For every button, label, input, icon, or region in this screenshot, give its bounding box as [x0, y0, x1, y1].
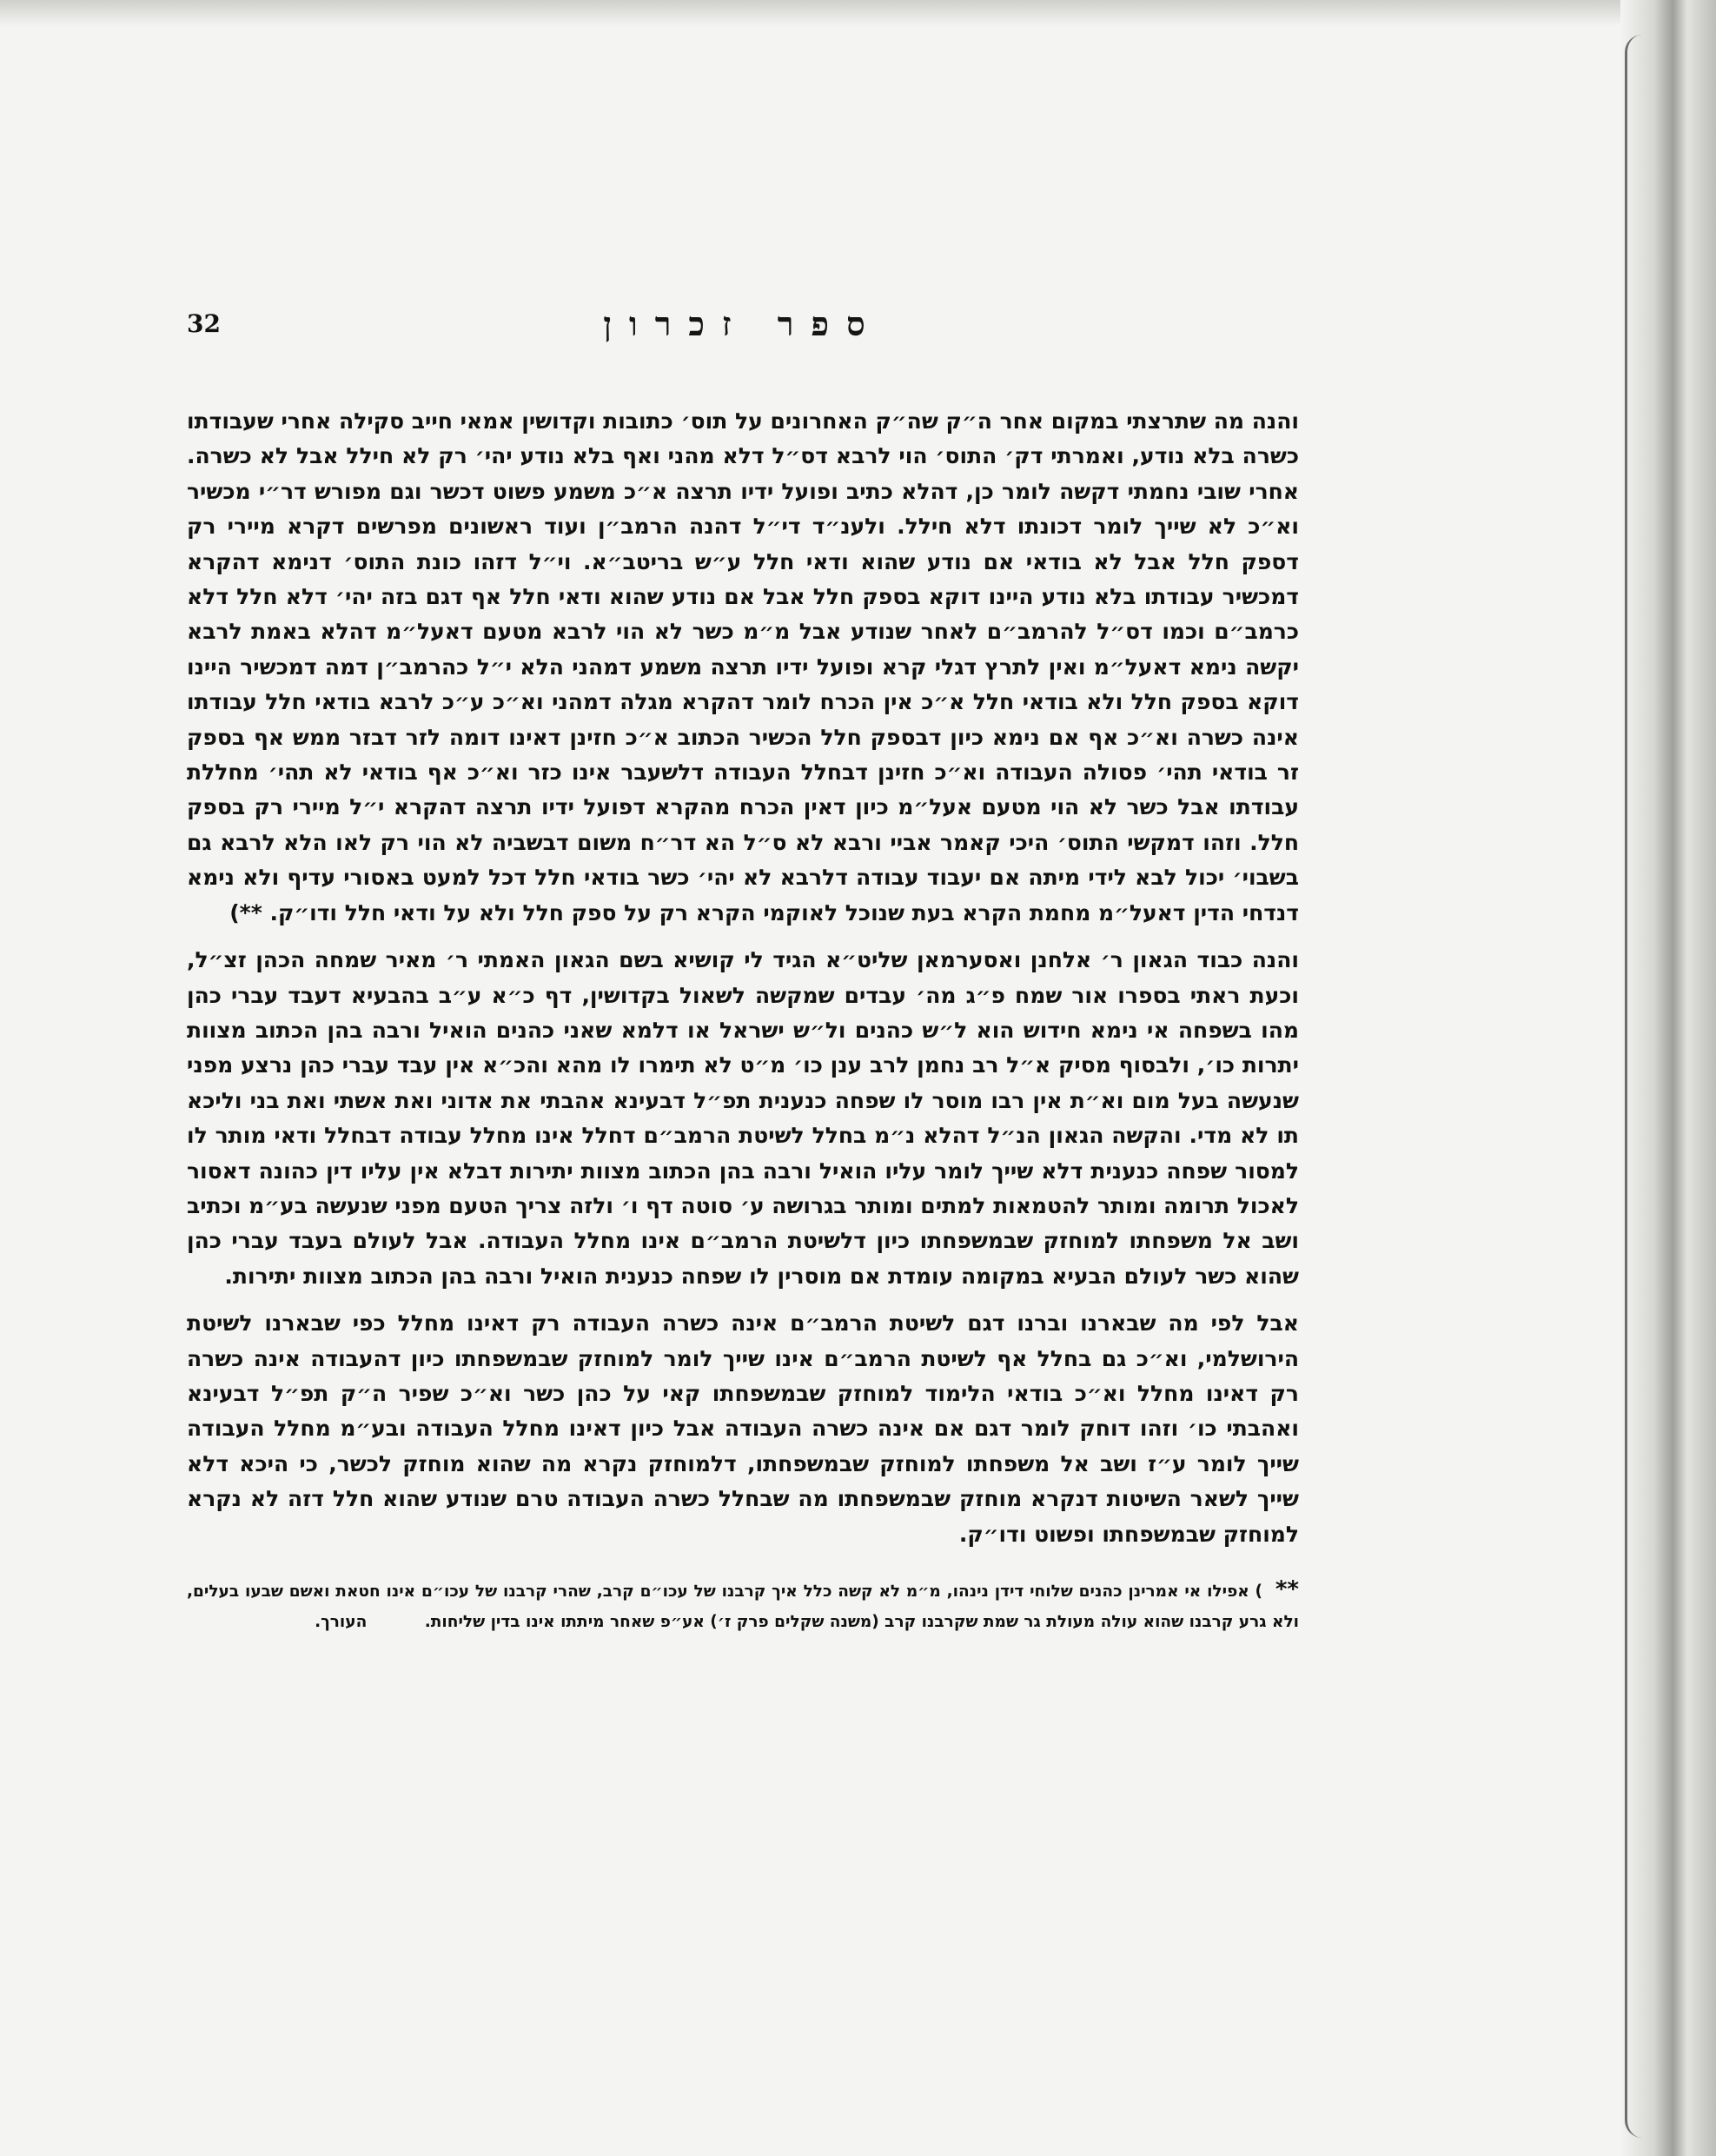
footnote-text: ) אפילו אי אמרינן כהנים שלוחי דידן נינהו, מ״מ לא קשה כלל איך קרבנו של עכו״ם קרב, שהרי קרבנו של עכו״ם אינו חטאת ואשם שבעו בעלים, ולא גרע קרבנו שהוא עולה מעולת גר שמת שקרבנו קרב (משנה שקלים פרק ז׳) אע״פ שאחר מיתתו אינו בדין שליחות.: [187, 1582, 1299, 1631]
page-curl-shadow: [1625, 35, 1662, 2138]
running-title: ספר זכרון: [603, 304, 883, 343]
body-paragraph: אבל לפי מה שבארנו וברנו דגם לשיטת הרמב״ם אינה כשרה העבודה רק דאינו מחלל כפי שבארנו לשיטת הירושלמי, וא״כ גם בחלל אף לשיטת הרמב״ם אינו שייך לומר למוחזק שבמשפחתו כיון דהעבודה אינה כשרה רק דאינו מחלל וא״כ בודאי הלימוד למוחזק שבמשפחתו קאי על כהן כשר וא״כ שפיר ה״ק תפ״ל דבעינא ואהבתי כו׳ וזהו דוחק לומר דגם אם אינה כשרה העבודה אבל כיון דאינו מחלל העבודה ובע״מ מחלל העבודה שייך לומר ע״ז ושב אל משפחתו למוחזק שבמשפחתו, דלמוחזק נקרא מה שהוא מוחזק לכשר, כי היכא דלא שייך לשאר השיטות דנקרא מוחזק שבמשפחתו מה שבחלל כשרה העבודה טרם שנודע שהוא חלל דזה לא נקרא למוחזק שבמשפחתו ופשוט ודו״ק.: [187, 1310, 1299, 1547]
footnote-marker: **: [1275, 1576, 1300, 1602]
page-number: 32: [187, 309, 221, 338]
scan-top-edge: [0, 0, 1716, 26]
body-paragraph: והנה מה שתרצתי במקום אחר ה״ק שה״ק האחרונים על תוס׳ כתובות וקדושין אמאי חייב סקילה אחרי שעבודתו כשרה בלא נודע, ואמרתי דק׳ התוס׳ הוי לרבא דס״ל דלא מהני ואף בלא נודע יהי׳ רק לא חילל אבל לא כשרה. אחרי שובי נחמתי דקשה לומר כן, דהלא כתיב ופועל ידיו תרצה א״כ משמע פשוט דכשר וגם מפורש דר״י מכשיר וא״כ לא שייך לומר דכונתו דלא חילל. ולענ״ד די״ל דהנה הרמב״ן ועוד ראשונים מפרשים דקרא מיירי רק דספק חלל אבל לא בודאי אם נודע שהוא ודאי חלל ע״ש בריטב״א. וי״ל דזהו כונת התוס׳ דנימא דהקרא דמכשיר עבודתו בלא נודע היינו דוקא בספק חלל אבל אם נודע שהוא ודאי חלל אף דגם בזה יהי׳ דלא חלל דלא כרמב״ם וכמו דס״ל להרמב״ם לאחר שנודע אבל מ״מ כשר לא הוי לרבא מטעם דאעל״מ דהלא באמת לרבא יקשה נימא דאעל״מ ואין לתרץ דגלי קרא ופועל ידיו תרצה משמע דמהני הלא י״ל כהרמב״ן דמה דמכשיר היינו דוקא בספק חלל ולא בודאי חלל א״כ אין הכרח לומר דהקרא מגלה דמהני וא״כ ע״כ לרבא בודאי חלל עבודתו אינה כשרה וא״כ אף אם נימא כיון דבספק חלל הכשיר הכתוב א״כ חזינן דאינו דומה לזר דבזר ממש אף בספק זר בודאי תהי׳ פסולה העבודה וא״כ חזינן דבחלל העבודה דלשעבר אינו כזר וא״כ אף בודאי לא תהי׳ מחללת עבודתו אבל כשר לא הוי מטעם אעל״מ כיון דאין הכרח מהקרא דפועל ידיו תרצה דהקרא י״ל מיירי רק בספק חלל. וזהו דמקשי התוס׳ היכי קאמר אביי ורבא לא ס״ל הא דר״ח משום דבשביה לא הוי רק לאו הלא לרבא גם בשבוי׳ יכול לבא לידי מיתה אם יעבוד עבודה דלרבא לא יהי׳ כשר בודאי חלל דכל למעט באסורי עדיף ולא נימא דנדחי הדין דאעל״מ מחמת הקרא בעת שנוכל לאוקמי הקרא רק על ספק חלל ולא על ודאי חלל ודו״ק. **): [187, 408, 1299, 925]
page-header: [187, 304, 1299, 356]
body-paragraph: והנה כבוד הגאון ר׳ אלחנן ואסערמאן שליט״א הגיד לי קושיא בשם הגאון האמתי ר׳ מאיר שמחה הכהן זצ״ל, וכעת ראתי בספרו אור שמח פ״ג מה׳ עבדים שמקשה לשאול בקדושין, דף כ״א ע״ב בהבעיא דעבד עברי כהן מהו בשפחה אי נימא חידוש הוא ל״ש כהנים ול״ש ישראל או דלמא שאני כהנים הואיל ורבה בהן הכתוב מצוות יתרות כו׳, ולבסוף מסיק א״ל רב נחמן לרב ענן כו׳ מ״ט לא תימרו לו מהא והכ״א אין עבד עברי כהן נרצע מפני שנעשה בעל מום וא״ת אין רבו מוסר לו שפחה כנענית תפ״ל דבעינא אהבתי את אדוני ואת אשתי ואת בני וליכא תו לא מדי. והקשה הגאון הנ״ל דהלא נ״מ בחלל לשיטת הרמב״ם דחלל אינו מחלל עבודה דבחלל ודאי מותר לו למסור שפחה כנענית דלא שייך לומר עליו הואיל ורבה בהן הכתוב מצוות יתירות דבלא אין עליו דין כהונה דאסור לאכול תרומה ומותר להטמאות למתים ומותר בגרושה ע׳ סוטה דף ו׳ ולזה צריך הטעם מפני שנעשה בע״מ וכתיב ושב אל משפחתו למוחזק שבמשפחתו כיון דלשיטת הרמב״ם אינו מחלל העבודה. אבל לעולם בעבד עברי כהן שהוא כשר לעולם הבעיא במקומה עומדת אם מוסרין לו שפחה כנענית הואיל ורבה בהן הכתוב מצוות יתירות.: [187, 947, 1299, 1289]
footnote: [187, 1575, 1299, 1637]
footnote-block: [187, 1575, 1299, 1637]
editor-signature: העורך.: [315, 1613, 368, 1631]
book-page: [187, 304, 1299, 2025]
